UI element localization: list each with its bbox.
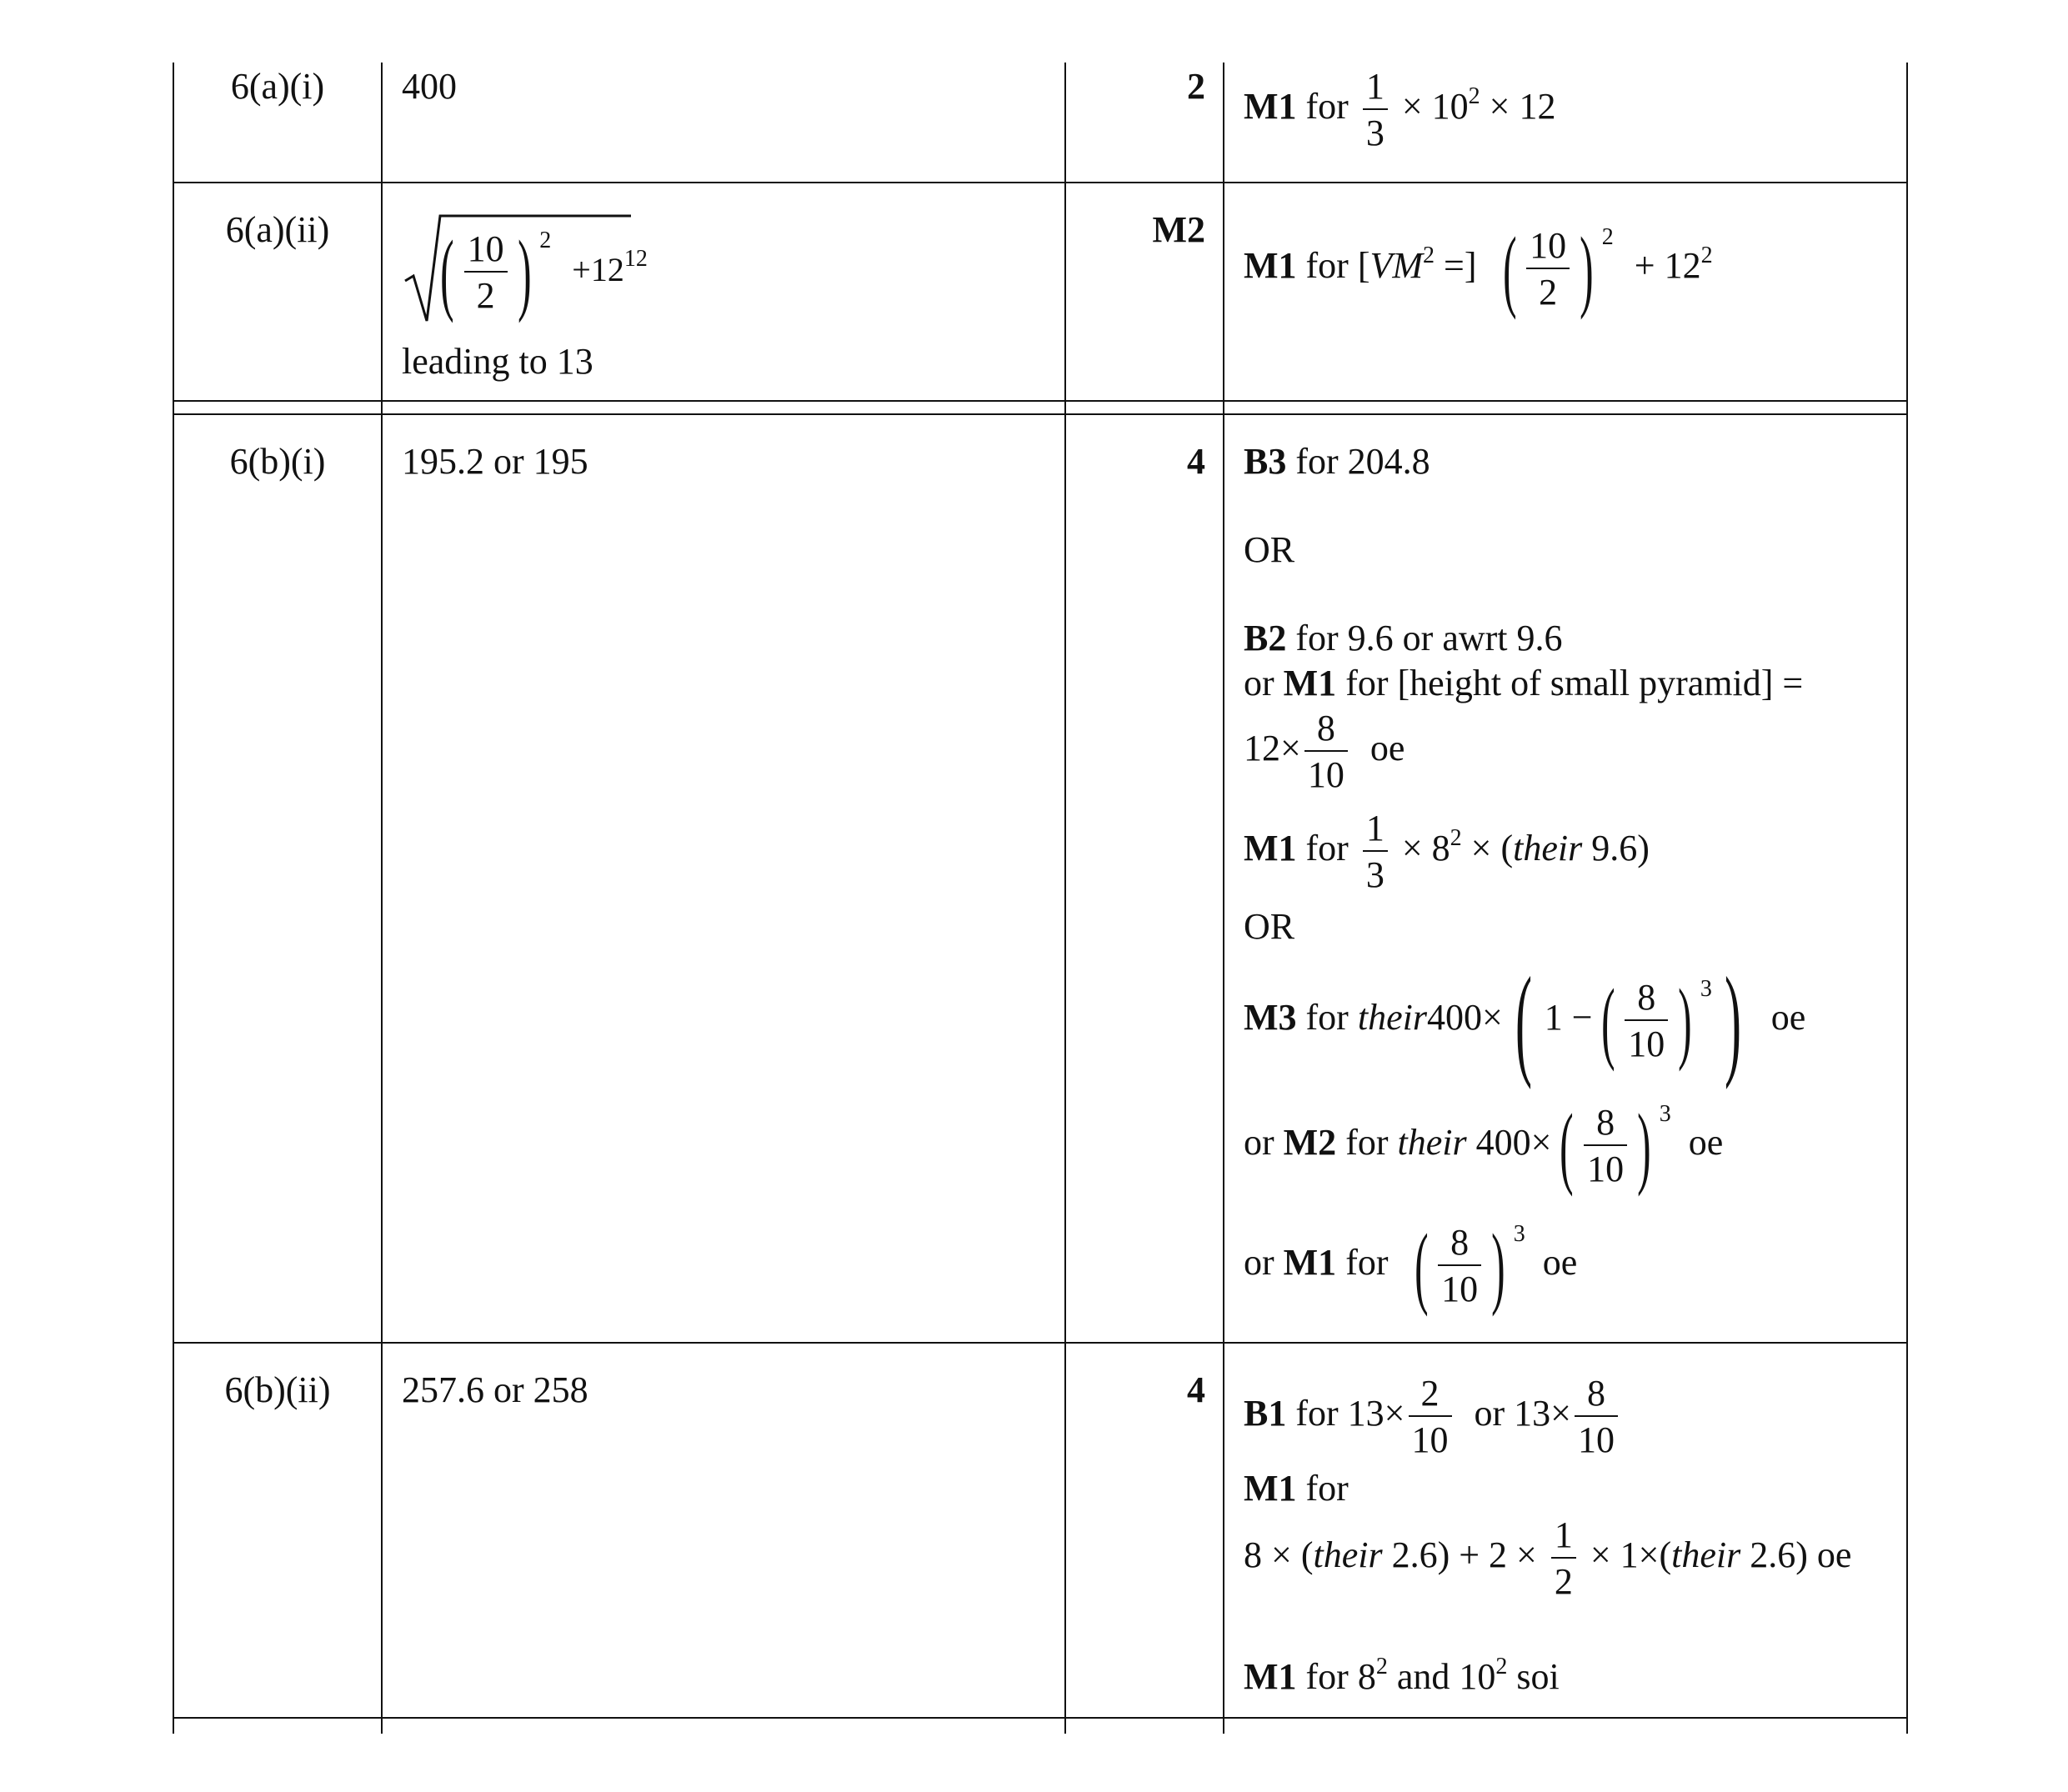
denominator: 10 [1577,1419,1615,1460]
guidance-text: × 10 [1401,86,1469,128]
row-6a-ii-answer-expression [432,222,648,323]
denominator: 10 [1307,754,1344,795]
guidance-text: 400× [1475,1122,1552,1164]
left-paren: ( [1515,952,1532,1090]
exponent: 2 [1375,1654,1388,1679]
denominator: 2 [1539,272,1558,313]
guidance-text: 8 × ( [1244,1534,1314,1576]
guidance-text: × 8 [1401,828,1450,869]
numerator: 1 [1551,1517,1576,1559]
guidance-text: 2.6) oe [1740,1534,1852,1576]
guidance-text: for [1345,1242,1389,1284]
row-6b-i-question: 6(b)(i) [229,441,326,482]
guidance-m2-line [1244,1095,1724,1197]
guidance-m1-area-expression [1244,1514,1852,1602]
exponent: 2 [1468,83,1480,110]
left-paren: ( [440,222,454,323]
guidance-text: =] [1435,245,1477,287]
row-6b-ii-question: 6(b)(ii) [224,1369,331,1410]
fraction [1526,225,1570,313]
fraction [1409,1375,1452,1459]
denominator: 2 [1554,1561,1573,1602]
guidance-italic: their [1357,997,1427,1039]
guidance-text: soi [1507,1656,1560,1697]
exponent: 2 [539,228,552,254]
mark-code: M1 [1244,245,1297,287]
row-6a-ii-marks: M2 [1152,209,1205,250]
left-paren: ( [1560,1095,1575,1197]
row-6a-i-question: 6(a)(i) [230,66,325,107]
numerator: 8 [1438,1224,1481,1266]
row-6b-i-answer: 195.2 or 195 [402,441,588,482]
exponent: 12 [623,246,648,273]
guidance-text: oe [1770,997,1806,1039]
row-6a-i-guidance [1244,68,1556,152]
numerator: 2 [1409,1375,1452,1417]
guidance-text: × ( [1470,828,1514,869]
exponent: 2 [1495,1654,1508,1679]
denominator: 3 [1365,113,1385,153]
exponent: 2 [1423,243,1435,269]
guidance-text: × 1×( [1590,1534,1672,1576]
exponent: 2 [1450,825,1462,852]
guidance-text: for 8 [1305,1656,1376,1697]
guidance-text: 2.6) + 2 × [1382,1534,1537,1576]
mark-code: B3 [1244,441,1287,482]
guidance-text: oe [1542,1242,1578,1284]
guidance-text: +12 [572,251,624,289]
guidance-m1-area-label [1244,1470,1349,1507]
numerator: 8 [1575,1375,1618,1417]
guidance-text: or [1244,663,1274,703]
guidance-m1-height-expression [1244,710,1405,793]
exponent: 3 [1659,1101,1671,1128]
mark-code: M3 [1244,997,1297,1039]
guidance-text: for [1295,1393,1339,1434]
exponent: 3 [1513,1221,1525,1248]
row-6a-ii-guidance [1244,218,1713,320]
right-paren: ) [1491,1215,1505,1317]
guidance-text: oe [1688,1122,1724,1164]
fraction [1304,710,1348,793]
guidance-text: oe [1369,728,1405,769]
fraction [1625,979,1668,1063]
guidance-text: or [1244,1242,1274,1284]
denominator: 2 [476,275,495,316]
guidance-text: 1 − [1544,997,1593,1039]
fraction [1575,1375,1618,1459]
mark-code: M1 [1283,663,1337,703]
numerator: 8 [1304,710,1348,752]
guidance-text: or [1244,1122,1274,1164]
denominator: 10 [1587,1149,1625,1189]
exponent: 3 [1700,976,1712,1003]
numerator: 10 [1526,228,1570,269]
mark-code: M1 [1244,86,1297,128]
numerator: 10 [464,231,508,273]
guidance-italic: VM [1369,245,1424,287]
exponent: 2 [1601,224,1614,251]
guidance-italic: their [1397,1122,1467,1164]
guidance-m3-line [1244,952,1806,1090]
guidance-text: for 9.6 or awrt 9.6 [1295,618,1563,658]
guidance-m1-squares-line [1244,1654,1560,1697]
guidance-italic: their [1513,828,1583,869]
row-6a-i-answer: 400 [402,66,457,107]
mark-code: M1 [1283,1242,1337,1284]
row-6b-i-marks: 4 [1187,441,1205,482]
denominator: 10 [1441,1269,1479,1309]
fraction [1363,810,1388,893]
guidance-text: 13× [1514,1393,1571,1434]
row-6a-ii-answer-leading: leading to 13 [402,341,593,382]
guidance-text: 12× [1244,728,1301,769]
guidance-text: for [1305,828,1349,869]
denominator: 10 [1628,1024,1665,1064]
fraction [1363,68,1388,152]
row-6b-ii-marks: 4 [1187,1369,1205,1410]
guidance-italic: their [1313,1534,1383,1576]
numerator: 8 [1625,979,1668,1021]
guidance-italic: their [1671,1534,1741,1576]
left-paren: ( [1414,1215,1429,1317]
fraction [464,228,508,316]
left-paren: ( [1600,970,1615,1072]
fraction [1438,1224,1481,1308]
guidance-or-1: OR [1244,529,1295,570]
guidance-m1-height-line [1244,665,1803,702]
guidance-text: and 10 [1387,1656,1496,1697]
right-paren: ) [1678,970,1692,1072]
guidance-text: × 12 [1489,86,1556,128]
guidance-m1-volume-line [1244,810,1650,893]
denominator: 3 [1365,854,1385,895]
mark-code: B1 [1244,1393,1287,1434]
guidance-text: for [1345,1122,1389,1164]
guidance-b3-line [1244,443,1430,480]
guidance-b1-line [1244,1375,1621,1459]
denominator: 10 [1411,1419,1449,1460]
mark-code: B2 [1244,618,1287,658]
guidance-text: or [1474,1393,1505,1434]
mark-code: M1 [1244,828,1297,869]
guidance-m1-ratio-line [1244,1215,1578,1317]
right-paren: ) [1637,1095,1651,1197]
numerator: 1 [1363,68,1388,110]
row-6b-ii-answer: 257.6 or 258 [402,1369,588,1410]
mark-code: M1 [1244,1468,1297,1509]
guidance-text: for [1305,1468,1349,1509]
left-paren: ( [1502,218,1517,320]
numerator: 8 [1584,1104,1627,1146]
guidance-text: 9.6) [1582,828,1650,869]
numerator: 1 [1363,810,1388,852]
row-6a-i-marks: 2 [1187,66,1205,107]
guidance-text: 400× [1426,997,1503,1039]
guidance-text: for [1305,86,1349,128]
guidance-text: + 12 [1634,245,1701,287]
mark-code: M1 [1244,1656,1297,1697]
fraction [1584,1104,1627,1188]
fraction [1551,1514,1576,1602]
mark-code: M2 [1283,1122,1337,1164]
exponent: 2 [1700,243,1713,269]
guidance-text: 13× [1347,1393,1405,1434]
guidance-text: for [ [1305,245,1370,287]
guidance-text: for [1305,997,1349,1039]
guidance-text: for [height of small pyramid] = [1345,663,1804,703]
guidance-text: for 204.8 [1295,441,1430,482]
row-6a-ii-question: 6(a)(ii) [225,209,330,250]
guidance-or-2: OR [1244,906,1295,947]
right-paren: ) [517,222,532,323]
right-paren: ) [1724,952,1741,1090]
right-paren: ) [1580,218,1594,320]
guidance-b2-line [1244,620,1563,657]
